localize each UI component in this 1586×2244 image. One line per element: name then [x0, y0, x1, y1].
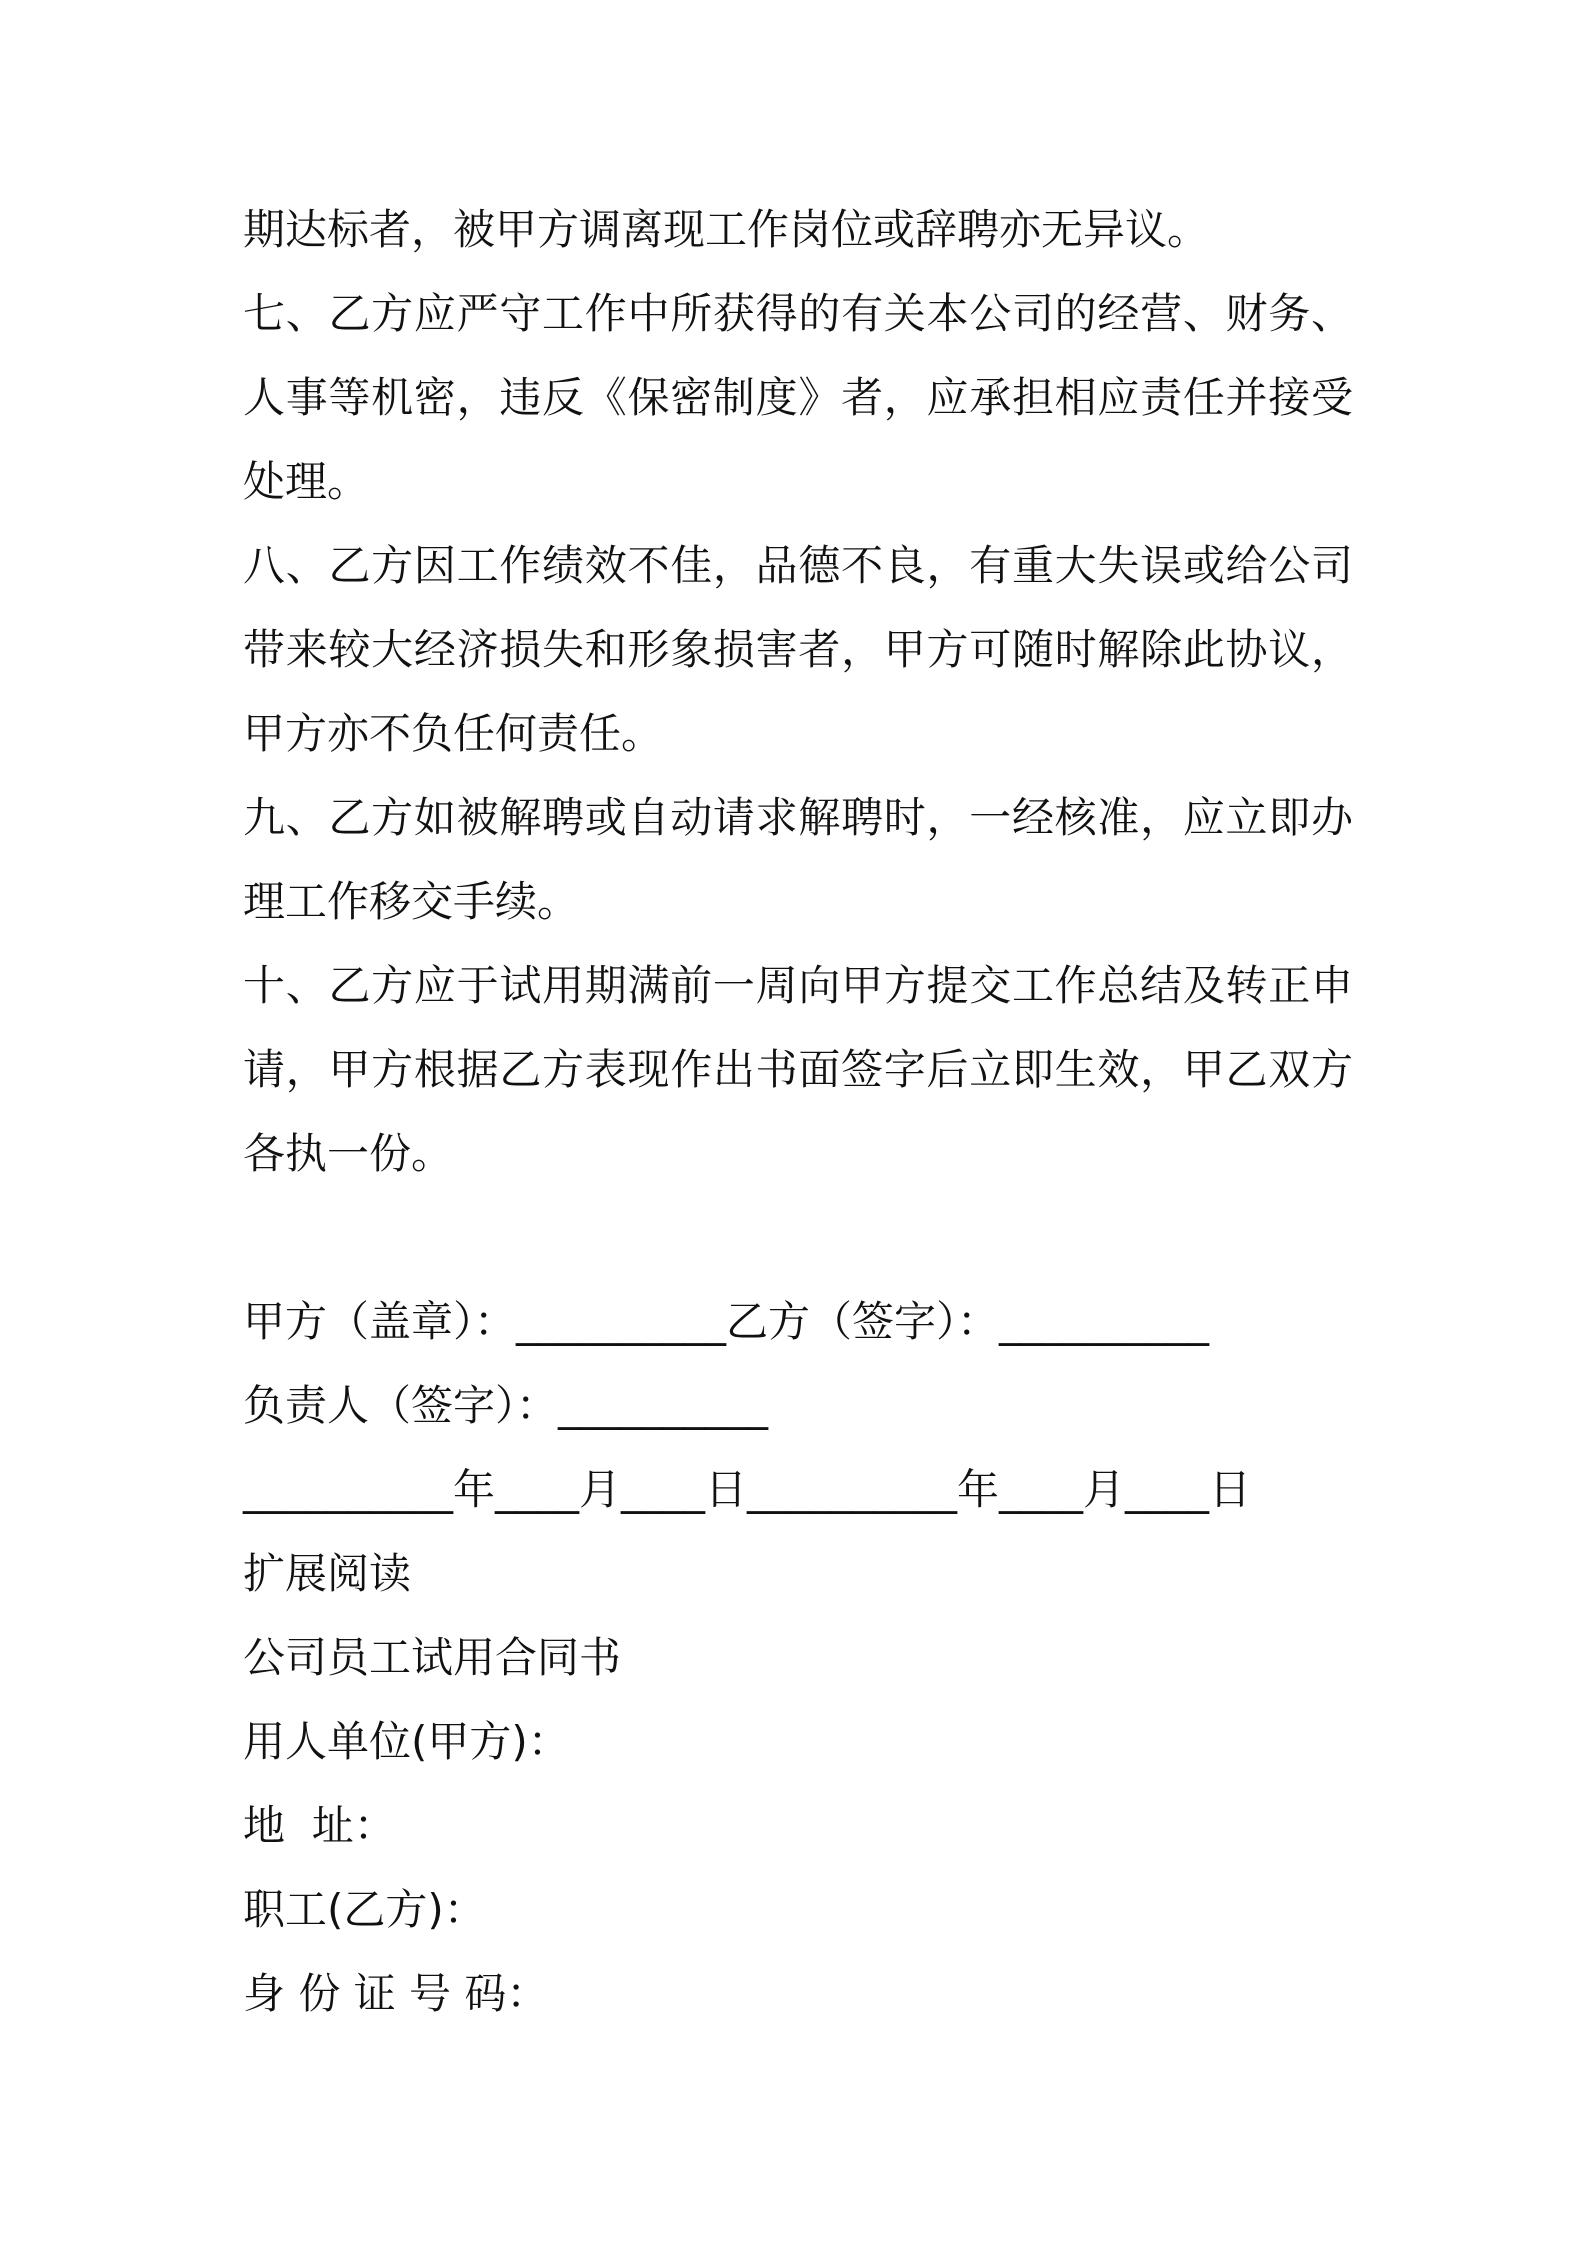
clause-ten: 十、乙方应于试用期满前一周向甲方提交工作总结及转正申请，甲方根据乙方表现作出书面签字后立即生效，甲乙双方各执一份。 — [243, 961, 1353, 1178]
address-label: 地 址： — [243, 1801, 396, 1850]
clause-eight: 八、乙方因工作绩效不佳，品德不良，有重大失误或给公司带来较大经济损失和形象损害者，甲方可随时解除此协议，甲方亦不负任何责任。 — [243, 541, 1353, 758]
id-number-label: 身 份 证 号 码： — [243, 1969, 549, 2018]
employee-label: 职工(乙方)： — [243, 1885, 486, 1934]
extended-reading-heading: 扩展阅读 — [243, 1549, 412, 1598]
signature-party-line: 甲方（盖章）：__________乙方（签字）：__________ — [243, 1297, 1210, 1346]
signature-responsible-line: 负责人（签字）：__________ — [243, 1381, 769, 1430]
employer-label: 用人单位(甲方)： — [243, 1717, 570, 1766]
signature-block — [243, 1280, 1353, 1532]
contract-title: 公司员工试用合同书 — [243, 1633, 622, 1682]
spacer — [243, 1196, 1353, 1280]
clause-nine: 九、乙方如被解聘或自动请求解聘时，一经核准，应立即办理工作移交手续。 — [243, 793, 1353, 926]
signature-date-line: __________年____月____日__________年____月____日 — [243, 1465, 1252, 1514]
document-body — [243, 188, 1353, 2036]
clause-seven: 七、乙方应严守工作中所获得的有关本公司的经营、财务、人事等机密，违反《保密制度》者，应承担相应责任并接受处理。 — [243, 289, 1353, 506]
clause-continuation: 期达标者，被甲方调离现工作岗位或辞聘亦无异议。 — [243, 205, 1210, 254]
